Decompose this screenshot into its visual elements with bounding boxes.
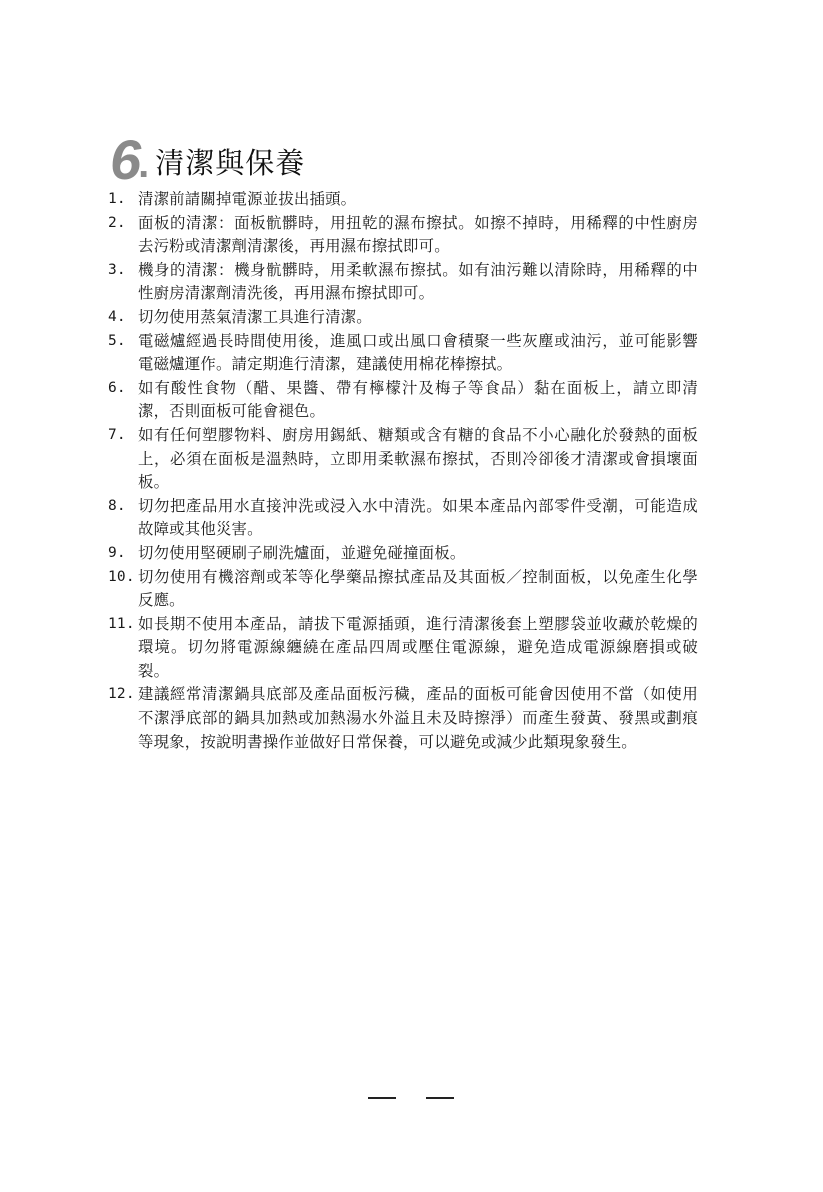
list-item-text: 機身的清潔：機身骯髒時，用柔軟濕布擦拭。如有油污難以清除時，用稀釋的中性廚房清潔劑清洗後，再用濕布擦拭即可。 (138, 260, 698, 303)
list-item-number: 12. (108, 686, 135, 703)
list-item (108, 613, 698, 684)
list-item-number: 10. (108, 568, 135, 585)
list-item-text: 切勿把產品用水直接沖洗或浸入水中清洗。如果本產品內部零件受潮，可能造成故障或其他災害。 (138, 496, 698, 539)
footer-rule-right (426, 1097, 454, 1099)
list-item-number: 8. (108, 497, 126, 514)
section-number-dot: . (138, 142, 150, 186)
list-item (108, 330, 698, 377)
list-item-number: 1. (108, 191, 126, 207)
section-number: 6 (110, 128, 141, 191)
section-heading (110, 128, 306, 191)
cleaning-instructions-list (108, 188, 698, 754)
section-title: 清潔與保養 (155, 146, 306, 180)
list-item (108, 377, 698, 424)
list-item (108, 542, 698, 566)
list-item (108, 424, 698, 495)
list-item-number: 2. (108, 214, 126, 231)
list-item-text: 如長期不使用本產品，請拔下電源插頭，進行清潔後套上塑膠袋並收藏於乾燥的環境。切勿將電源線纏繞在產品四周或壓住電源線，避免造成電源線磨損或破裂。 (138, 614, 698, 680)
list-item-text: 切勿使用堅硬刷子刷洗爐面，並避免碰撞面板。 (138, 543, 466, 562)
list-item-text: 電磁爐經過長時間使用後，進風口或出風口會積聚一些灰塵或油污，並可能影響電磁爐運作。請定期進行清潔，建議使用棉花棒擦拭。 (138, 331, 698, 374)
list-item (108, 683, 698, 754)
list-item (108, 212, 698, 259)
list-item (108, 306, 698, 330)
list-item-number: 11. (108, 615, 135, 632)
list-item-number: 5. (108, 332, 126, 349)
list-item-text: 如有酸性食物（醋、果醬、帶有檸檬汁及梅子等食品）黏在面板上，請立即清潔，否則面板可能會褪色。 (138, 378, 698, 421)
footer-rule-left (368, 1097, 396, 1099)
list-item-text: 清潔前請關掉電源並拔出插頭。 (138, 190, 357, 208)
list-item-number: 6. (108, 379, 126, 396)
list-item-text: 建議經常清潔鍋具底部及產品面板污穢，產品的面板可能會因使用不當（如使用不潔淨底部的鍋具加熱或加熱湯水外溢且未及時擦淨）而產生發黃、發黑或劃痕等現象，按說明書操作並做好日常保養，可以避免或減少此類現象發生。 (138, 685, 698, 751)
list-item (108, 188, 698, 212)
list-item-text: 切勿使用有機溶劑或苯等化學藥品擦拭產品及其面板／控制面板，以免產生化學反應。 (138, 567, 698, 610)
list-item (108, 566, 698, 613)
list-item-number: 3. (108, 261, 126, 278)
list-item-number: 7. (108, 426, 126, 443)
list-item-number: 4. (108, 308, 126, 325)
list-item-text: 面板的清潔：面板骯髒時，用扭乾的濕布擦拭。如擦不掉時，用稀釋的中性廚房去污粉或清潔劑清潔後，再用濕布擦拭即可。 (138, 213, 698, 256)
list-item-text: 如有任何塑膠物料、廚房用錫紙、糖類或含有糖的食品不小心融化於發熱的面板上，必須在面板是溫熱時，立即用柔軟濕布擦拭，否則冷卻後才清潔或會損壞面板。 (138, 425, 698, 492)
list-item-text: 切勿使用蒸氣清潔工具進行清潔。 (138, 307, 372, 326)
list-item (108, 259, 698, 306)
list-item-number: 9. (108, 544, 126, 561)
list-item (108, 495, 698, 542)
